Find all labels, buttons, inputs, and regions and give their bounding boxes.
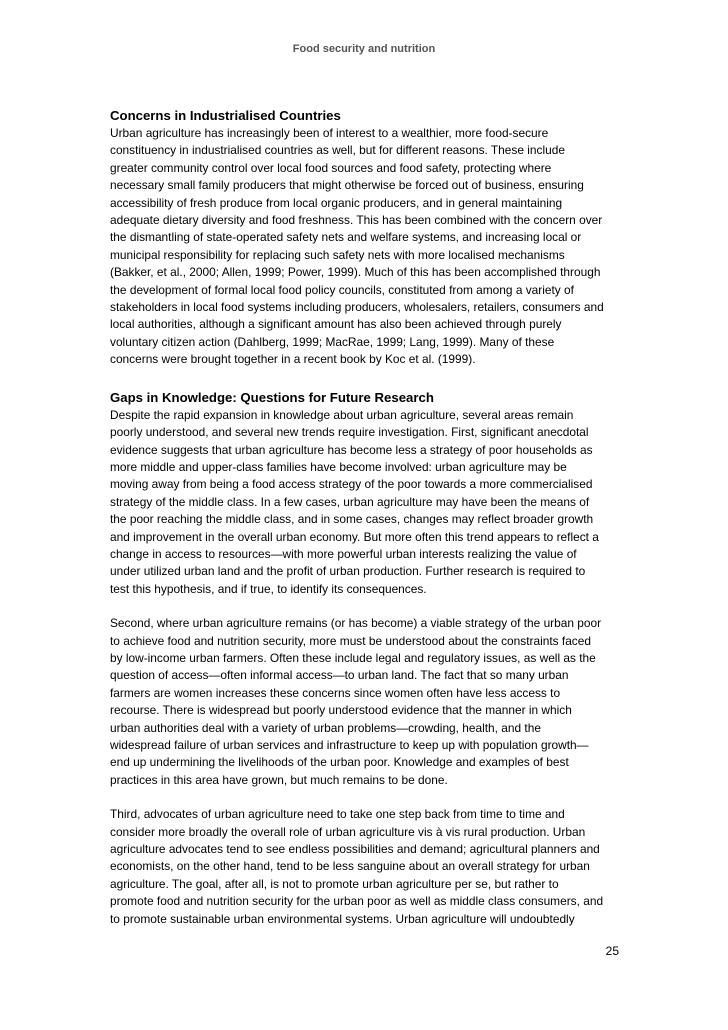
text-line: urban authorities deal with a variety of urban problems—crowding, health, and the xyxy=(110,720,541,735)
paragraph-gaps-first xyxy=(110,407,622,598)
text-line: (Bakker, et al., 2000; Allen, 1999; Power, 1999). Much of this has been accomplished through xyxy=(110,265,601,280)
text-line: voluntary citizen action (Dahlberg, 1999; MacRae, 1999; Lang, 1999). Many of these xyxy=(110,334,555,349)
text-line: change in access to resources—with more powerful urban interests realizing the value of xyxy=(110,546,577,561)
text-line: question of access—often informal access—to urban land. The fact that so many urban xyxy=(110,668,569,683)
section-heading-concerns: Concerns in Industrialised Countries xyxy=(110,108,341,123)
paragraph-gaps-second xyxy=(110,615,622,789)
paragraph-concerns xyxy=(110,125,622,369)
text-line: necessary small family producers that might otherwise be forced out of business, ensuring xyxy=(110,178,584,193)
running-header: Food security and nutrition xyxy=(292,43,436,55)
text-line: Despite the rapid expansion in knowledge about urban agriculture, several areas remain xyxy=(110,407,574,422)
text-line: economists, on the other hand, tend to be less sanguine about an overall strategy for urban xyxy=(110,859,590,874)
text-line: Second, where urban agriculture remains (or has become) a viable strategy of the urban poor xyxy=(110,616,602,631)
text-line: local authorities, although a significant amount has also been achieved through purely xyxy=(110,317,562,332)
text-line: widespread failure of urban services and infrastructure to keep up with population growth— xyxy=(110,738,589,752)
text-line: the poor reaching the middle class, and in some cases, changes may reflect broader growth xyxy=(110,512,594,527)
text-line: by low-income urban farmers. Often these include legal and regulatory issues, as well as the xyxy=(110,650,596,665)
text-line: constituency in industrialised countries as well, but for different reasons. These include xyxy=(110,143,565,158)
text-line: the development of formal local food policy councils, constituted from among a variety of xyxy=(110,282,574,297)
text-line: municipal responsibility for replacing such safety nets with more localised mechanisms xyxy=(110,247,565,262)
text-line: more middle and upper-class families have become involved: urban agriculture may be xyxy=(110,459,567,474)
text-line: test this hypothesis, and if true, to identify its consequences. xyxy=(110,581,427,596)
text-line: and improvement in the overall urban economy. But more often this trend appears to reflect a xyxy=(110,529,599,544)
text-line: adequate dietary diversity and food freshness. This has been combined with the concern over xyxy=(110,213,603,228)
text-line: stakeholders in local food systems including producers, wholesalers, retailers, consumers and xyxy=(110,300,604,315)
text-line: to achieve food and nutrition security, more must be understood about the constraints faced xyxy=(110,633,591,648)
text-line: under utilized urban land and the profit of urban production. Further research is required to xyxy=(110,564,586,579)
text-line: end up undermining the livelihoods of the urban poor. Knowledge and examples of best xyxy=(110,755,569,770)
text-line: poorly understood, and several new trends require investigation. First, significant anecdotal xyxy=(110,425,589,440)
text-line: accessibility of fresh produce from local organic producers, and in general maintaining xyxy=(110,195,563,210)
text-line: recourse. There is widespread but poorly understood evidence that the manner in which xyxy=(110,703,572,718)
text-line: the dismantling of state-operated safety nets and welfare systems, and increasing local or xyxy=(110,230,582,245)
text-line: to promote sustainable urban environmental systems. Urban agriculture will undoubtedly xyxy=(110,911,575,926)
paragraph-gaps-third xyxy=(110,806,622,928)
text-line: moving away from being a food access strategy of the poor towards a more commercialised xyxy=(110,477,593,492)
text-line: practices in this area have grown, but much remains to be done. xyxy=(110,772,448,787)
section-heading-gaps: Gaps in Knowledge: Questions for Future Research xyxy=(110,389,434,405)
text-line: agriculture. The goal, after all, is not to promote urban agriculture per se, but rather to xyxy=(110,876,559,891)
text-line: consider more broadly the overall role of urban agriculture vis à vis rural production. Urban xyxy=(110,824,586,839)
text-line: concerns were brought together in a recent book by Koc et al. (1999). xyxy=(110,352,476,367)
text-line: Urban agriculture has increasingly been of interest to a wealthier, more food-secure xyxy=(110,126,549,140)
page-number: 25 xyxy=(605,944,619,958)
text-line: promote food and nutrition security for the urban poor as well as middle class consumers, and xyxy=(110,894,604,909)
text-line: Third, advocates of urban agriculture need to take one step back from time to time and xyxy=(110,807,565,822)
text-line: greater community control over local food sources and food safety, protecting where xyxy=(110,160,552,175)
page-body xyxy=(110,107,622,928)
paragraph-spacer xyxy=(110,598,622,615)
text-line: farmers are women increases these concerns since women often have less access to xyxy=(110,685,561,700)
text-line: evidence suggests that urban agriculture has become less a strategy of poor households as xyxy=(110,442,593,457)
paragraph-spacer xyxy=(110,789,622,806)
text-line: agriculture advocates tend to see endless possibilities and demand; agricultural planners and xyxy=(110,842,600,857)
text-line: strategy of the middle class. In a few cases, urban agriculture may have been the means of xyxy=(110,494,590,509)
